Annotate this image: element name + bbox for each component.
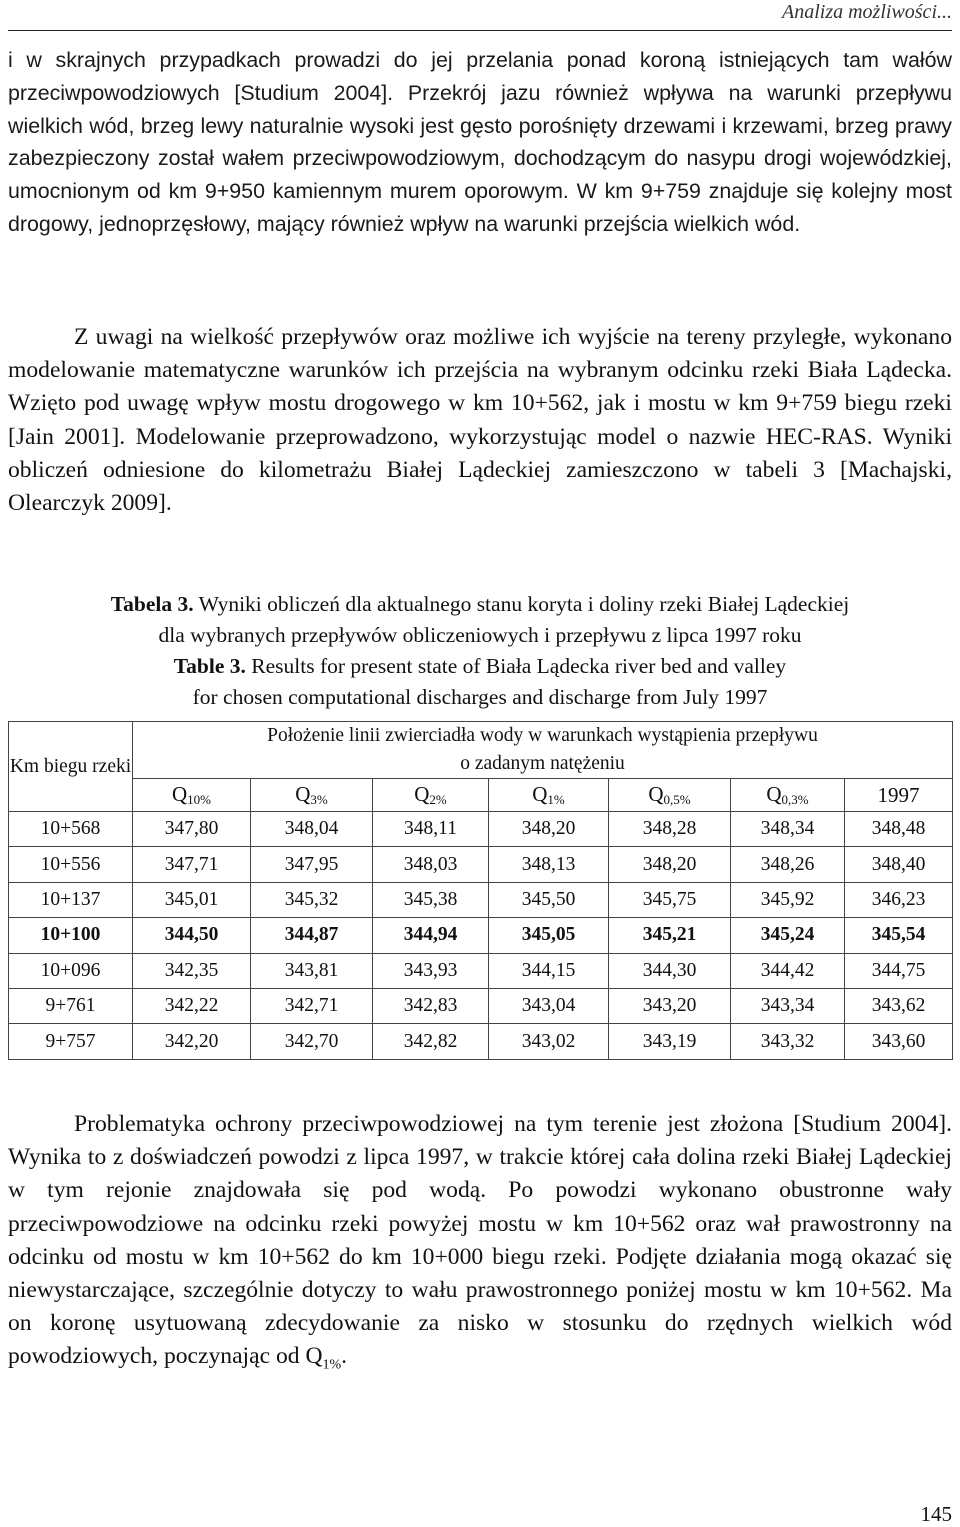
water-level-cell: 343,34 [731,988,845,1023]
water-level-cell: 345,75 [609,882,731,917]
discharge-column-header [373,779,489,812]
water-level-cell: 348,28 [609,812,731,847]
table-row [9,988,953,1023]
paragraph-3-end: . [341,1343,348,1370]
discharge-probability: 1% [547,792,565,807]
water-level-cell: 345,21 [609,918,731,953]
q-symbol: Q [305,1343,323,1370]
water-level-cell: 345,50 [489,882,609,917]
discharge-column-header [489,779,609,812]
discharge-symbol: Q [414,782,430,806]
water-level-cell: 343,20 [609,988,731,1023]
km-cell: 10+137 [9,882,133,917]
water-level-cell: 342,70 [251,1024,373,1059]
water-level-cell: 348,13 [489,847,609,882]
water-level-cell: 343,32 [731,1024,845,1059]
water-level-cell: 344,87 [251,918,373,953]
water-level-cell: 342,71 [251,988,373,1023]
discharge-column-header [731,779,845,812]
water-level-cell: 342,82 [373,1024,489,1059]
water-level-cell: 348,04 [251,812,373,847]
table-caption-en-line1 [0,651,960,682]
table-row [9,812,953,847]
water-level-cell: 348,48 [845,812,953,847]
water-level-cell: 343,02 [489,1024,609,1059]
page-number: 145 [920,1502,952,1526]
water-level-cell: 344,50 [133,918,251,953]
caption-pl-text1: Wyniki obliczeń dla aktualnego stanu koryta i doliny rzeki Białej Lądeckiej [193,592,850,616]
discharge-probability: 0,5% [663,792,691,807]
water-level-cell: 346,23 [845,882,953,917]
water-level-cell: 343,93 [373,953,489,988]
table-caption-pl-line2: dla wybranych przepływów obliczeniowych i przepływu z lipca 1997 roku [158,623,802,647]
water-level-cell: 348,11 [373,812,489,847]
caption-en-label: Table 3. [173,654,246,678]
discharge-probability: 10% [187,792,211,807]
paragraph-3-text: Problematyka ochrony przeciwpowodziowej na tym terenie jest złożona [Studium 2004]. Wynika to z doświadczeń powodzi z lipca 1997, w trakcie której cała dolina rzeki Białej Lądeckiej w tym rejonie znajdowała się pod wodą. Po powodzi wykonano obustronne wały przeciwpowodziowe na odcinku rzeki powyżej mostu w km 10+562 oraz wał prawostronny na odcinku od mostu w km 10+562 do km 10+000 biegu rzeki. Podjęte działania mogą okazać się niewystarczające, szczególnie dotyczy to wału prawostronnego poniżej mostu w km 10+562. Ma on koronę usytuowaną zdecydowanie za nisko w stosunku do rzędnych wielkich wód powodziowych, poczynając od [8,1111,952,1370]
table-caption-en-line2: for chosen computational discharges and discharge from July 1997 [192,685,768,709]
table-row [9,1024,953,1059]
discharge-symbol: Q [171,782,188,806]
km-cell: 9+761 [9,988,133,1023]
water-level-cell: 347,95 [251,847,373,882]
water-level-cell: 343,19 [609,1024,731,1059]
water-level-cell: 348,20 [609,847,731,882]
discharge-header-row [9,779,953,812]
water-level-cell: 347,80 [133,812,251,847]
discharge-probability: 3% [310,792,328,807]
group-header-line2: o zadanym natężeniu [460,753,625,774]
discharge-symbol: 1997 [877,782,920,807]
km-cell: 10+096 [9,953,133,988]
water-level-cell: 348,34 [731,812,845,847]
water-level-cell: 342,83 [373,988,489,1023]
km-column-header: Km biegu rzeki [9,722,133,812]
discharge-column-header [845,779,953,812]
water-level-group-header [133,722,953,779]
water-level-cell: 343,60 [845,1024,953,1059]
water-level-cell: 342,22 [133,988,251,1023]
water-level-cell: 345,01 [133,882,251,917]
table-row [9,847,953,882]
discharge-symbol: Q [766,782,782,806]
results-table [8,721,953,1060]
discharge-symbol: Q [295,782,311,806]
water-level-cell: 344,30 [609,953,731,988]
discharge-column-header [133,779,251,812]
water-level-cell: 345,92 [731,882,845,917]
discharge-symbol: Q [648,782,664,806]
running-header [8,0,952,31]
paragraph-2: Z uwagi na wielkość przepływów oraz możliwe ich wyjście na tereny przyległe, wykonano modelowanie matematyczne warunków ich przejścia na wybranym odcinku rzeki Biała Lądecka. Wzięto pod uwagę wpływ mostu drogowego w km 10+562, jak i mostu w km 9+759 biegu rzeki [Jain 2001]. Modelowanie przeprowadzono, wykorzystując model o nazwie HEC-RAS. Wyniki obliczeń odniesione do kilometrażu Białej Lądeckiej zamieszczono w tabeli 3 [Machajski, Olearczyk 2009]. [8,324,952,517]
group-header-line1: Położenie linii zwierciadła wody w warunkach wystąpienia przepływu [267,725,818,746]
discharge-symbol: Q [532,782,548,806]
caption-en-text1: Results for present state of Biała Lądecka river bed and valley [245,654,787,678]
water-level-cell: 345,32 [251,882,373,917]
km-cell: 9+757 [9,1024,133,1059]
water-level-cell: 344,75 [845,953,953,988]
water-level-cell: 345,24 [731,918,845,953]
table-row [9,882,953,917]
table-body [9,812,953,1060]
water-level-cell: 344,15 [489,953,609,988]
water-level-cell: 345,38 [373,882,489,917]
water-level-cell: 342,35 [133,953,251,988]
discharge-column-header [609,779,731,812]
water-level-cell: 348,03 [373,847,489,882]
water-level-cell: 342,20 [133,1024,251,1059]
water-level-cell: 345,54 [845,918,953,953]
water-level-cell: 348,26 [731,847,845,882]
paragraph-3 [8,1108,952,1382]
discharge-column-header [251,779,373,812]
km-cell: 10+100 [9,918,133,953]
water-level-cell: 344,42 [731,953,845,988]
water-level-cell: 348,20 [489,812,609,847]
table-caption-pl-line1 [0,589,960,620]
water-level-cell: 344,94 [373,918,489,953]
q-subscript: 1% [322,1358,342,1374]
paragraph-1: i w skrajnych przypadkach prowadzi do jej przelania ponad koroną istniejących tam wałów przeciwpowodziowych [Studium 2004]. Przekrój jazu również wpływa na warunki przepływu wielkich wód, brzeg lewy naturalnie wysoki jest gęsto porośnięty drzewami i krzewami, brzeg prawy zabezpieczony został wałem przeciwpowodziowym, dochodzącym do nasypu drogi wojewódzkiej, umocnionym od km 9+950 kamiennym murem oporowym. W km 9+759 znajduje się kolejny most drogowy, jednoprzęsłowy, mający również wpływ na warunki przejścia wielkich wód. [8,48,952,236]
caption-pl-label: Tabela 3. [110,592,194,616]
table-row [9,953,953,988]
water-level-cell: 343,81 [251,953,373,988]
running-title: Analiza możliwości... [781,1,952,23]
km-cell: 10+556 [9,847,133,882]
discharge-probability: 2% [429,792,447,807]
water-level-cell: 343,62 [845,988,953,1023]
table-row [9,918,953,953]
water-level-cell: 343,04 [489,988,609,1023]
km-cell: 10+568 [9,812,133,847]
water-level-cell: 347,71 [133,847,251,882]
water-level-cell: 348,40 [845,847,953,882]
discharge-probability: 0,3% [781,792,809,807]
water-level-cell: 345,05 [489,918,609,953]
